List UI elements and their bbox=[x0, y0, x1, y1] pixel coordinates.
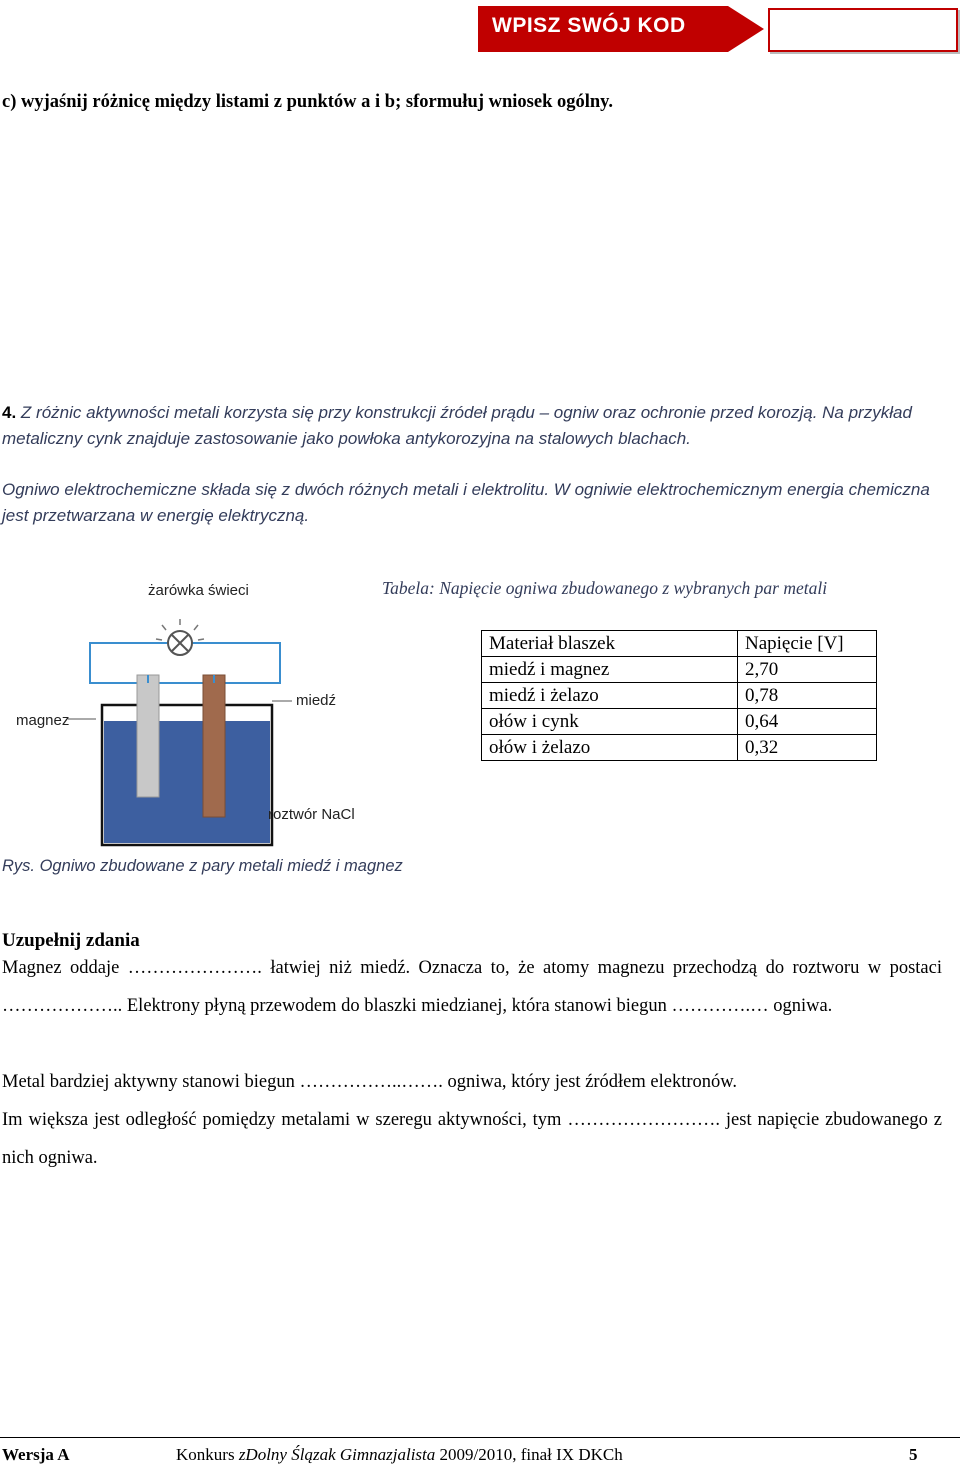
solution-label: roztwór NaCl bbox=[268, 806, 355, 823]
fill-paragraph-3: Im większa jest odległość pomiędzy metalami w szeregu aktywności, tym ……………………. jest napięcie zbudowanego z nich ogniwa. bbox=[2, 1110, 942, 1168]
table-row bbox=[482, 683, 877, 709]
table-cell: miedź i magnez bbox=[482, 657, 738, 683]
magnesium-label: magnez bbox=[16, 712, 70, 729]
fill-title: Uzupełnij zdania bbox=[2, 930, 140, 951]
task4-number: 4. bbox=[2, 403, 17, 422]
copper-label: miedź bbox=[296, 692, 337, 709]
code-label: WPISZ SWÓJ KOD bbox=[492, 14, 686, 37]
fill-paragraph-1: Magnez oddaje …………………. łatwiej niż miedź. Oznacza to, że atomy magnezu przechodzą do roztworu w postaci ……………….. Elektrony płyną przewodem do blaszki miedzianej, która stanowi biegun ………….… ogniwa. bbox=[2, 958, 942, 1016]
footer-contest bbox=[176, 1445, 623, 1465]
question-c: c) wyjaśnij różnicę między listami z punktów a i b; sformułuj wniosek ogólny. bbox=[2, 92, 614, 112]
table-cell: miedź i żelazo bbox=[482, 683, 738, 709]
figure-caption: Rys. Ogniwo zbudowane z pary metali miedź i magnez bbox=[2, 857, 403, 875]
task4-line2: Ogniwo elektrochemiczne składa się z dwóch różnych metali i elektrolitu. W ogniwie elektrochemicznym energia chemiczna jest przetwarzana w energię elektryczną. bbox=[2, 480, 930, 525]
task4-intro bbox=[2, 400, 944, 452]
table-caption: Tabela: Napięcie ogniwa zbudowanego z wybranych par metali bbox=[382, 578, 828, 598]
table-cell: 0,64 bbox=[738, 709, 877, 735]
footer-contest-name: zDolny Ślązak Gimnazjalista bbox=[238, 1445, 436, 1464]
table-row bbox=[482, 735, 877, 761]
table-header-row bbox=[482, 631, 877, 657]
table-row bbox=[482, 709, 877, 735]
table-header: Materiał blaszek bbox=[482, 631, 738, 657]
footer-contest-a: Konkurs bbox=[176, 1445, 239, 1464]
table-header: Napięcie [V] bbox=[738, 631, 877, 657]
fill-paragraph-2: Metal bardziej aktywny stanowi biegun ……………..……. ogniwa, który jest źródłem elektronów. bbox=[2, 1072, 738, 1092]
page-number: 5 bbox=[909, 1445, 918, 1464]
bulb-label: żarówka świeci bbox=[148, 582, 249, 599]
table-cell: ołów i cynk bbox=[482, 709, 738, 735]
table-cell: 0,32 bbox=[738, 735, 877, 761]
table-cell: ołów i żelazo bbox=[482, 735, 738, 761]
task4-line1: Z różnic aktywności metali korzysta się przy konstrukcji źródeł prądu – ogniw oraz ochronie przed korozją. Na przykład metaliczny cynk znajduje zastosowanie jako powłoka antykorozyjna na stalowych blachach. bbox=[2, 403, 912, 448]
table-row bbox=[482, 657, 877, 683]
table-cell: 2,70 bbox=[738, 657, 877, 683]
footer-divider bbox=[0, 1437, 960, 1438]
code-input-field[interactable] bbox=[768, 8, 958, 52]
voltage-table bbox=[481, 630, 877, 761]
table-cell: 0,78 bbox=[738, 683, 877, 709]
footer-contest-b: 2009/2010, finał IX DKCh bbox=[435, 1445, 623, 1464]
footer-version: Wersja A bbox=[2, 1445, 70, 1464]
cell-diagram bbox=[10, 575, 370, 855]
